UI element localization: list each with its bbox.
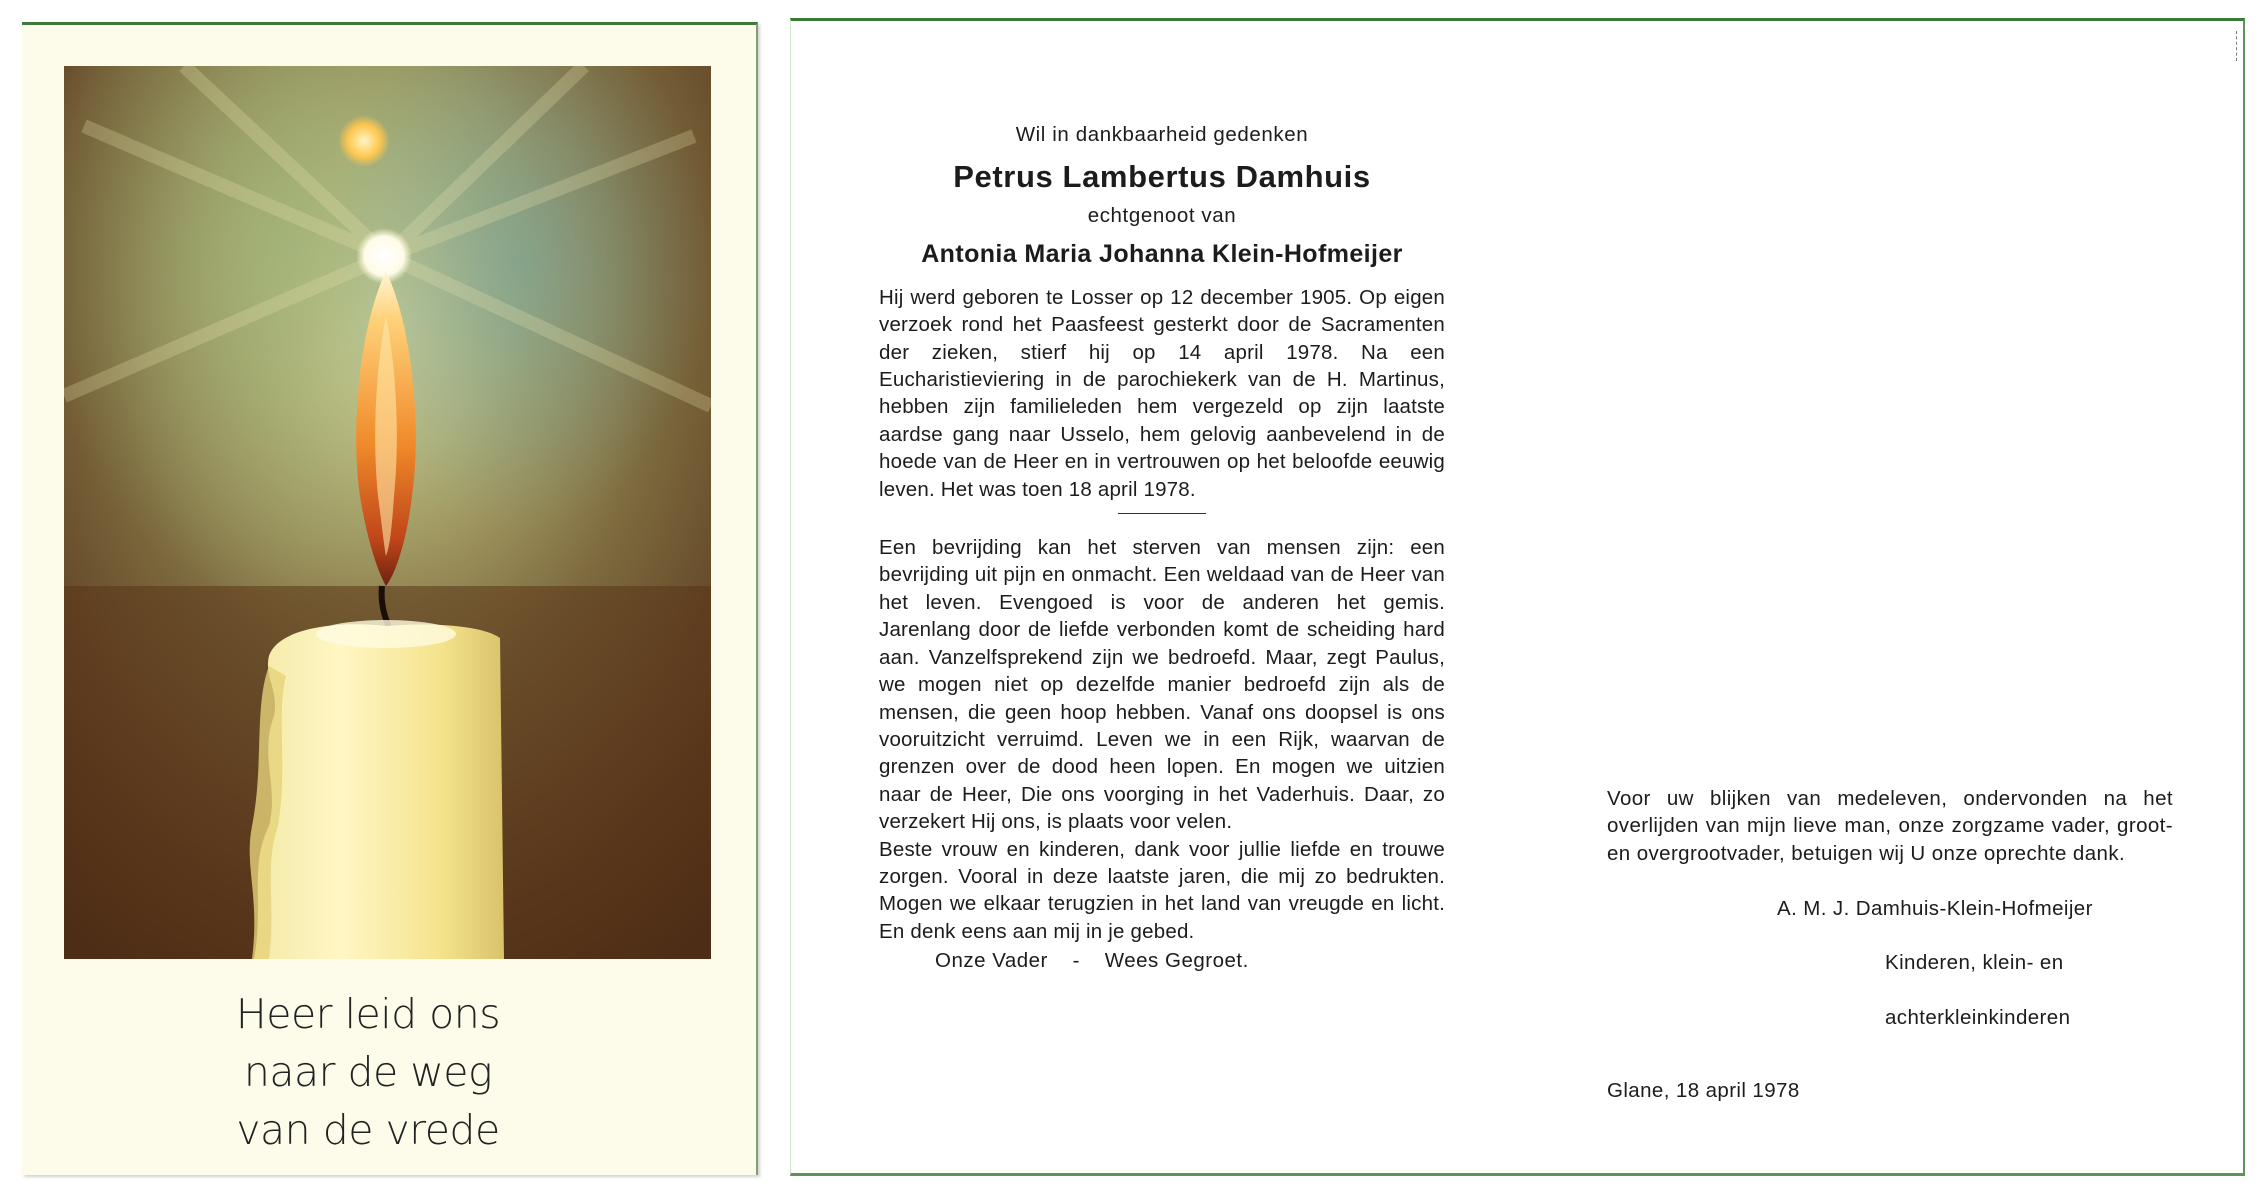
prayers: Onze Vader - Wees Gegroet. xyxy=(935,949,1249,973)
signature-line: achterkleinkinderen xyxy=(1885,1006,2071,1030)
biography: Hij werd geboren te Losser op 12 december 1905. Op eigen verzoek rond het Paasfeest gesterkt door de Sacramenten der zieken, stierf hij op 14 april 1978. Na een Eucharistieviering in de parochiekerk van de H. Martinus, hebben zijn familieleden hem vergezeld op zijn laatste aardse gang naar Usselo, hem gelovig aanbevelend in de hoede van de Heer en in vertrouwen op het beloofde eeuwig leven. Het was toen 18 april 1978. xyxy=(879,285,1445,501)
memorial-column xyxy=(879,121,1445,975)
deceased-name: Petrus Lambertus Damhuis xyxy=(953,159,1371,195)
candle-flame-icon xyxy=(64,66,711,959)
farewell: Beste vrouw en kinderen, dank voor jullie liefde en trouwe zorgen. Vooral in deze laatste jaren, die mij zo bedrukten. Mogen we elkaar terugzien in het land van vreugde en licht. En denk eens aan mij in je gebed. xyxy=(879,837,1445,943)
verse-line: Heer leid ons xyxy=(235,990,501,1038)
spouse-name: Antonia Maria Johanna Klein-Hofmeijer xyxy=(921,239,1403,268)
front-card xyxy=(22,22,758,1175)
corner-mark xyxy=(2214,31,2237,61)
signature-name: A. M. J. Damhuis-Klein-Hofmeijer xyxy=(1777,896,2093,920)
intro-line: Wil in dankbaarheid gedenken xyxy=(1015,123,1309,146)
place-date: Glane, 18 april 1978 xyxy=(1607,1079,1800,1103)
candle-photo xyxy=(64,66,711,959)
thanks-text: Voor uw blijken van medeleven, ondervonden na het overlijden van mijn lieve man, onze zorgzame vader, groot- en overgrootvader, betuigen wij U onze oprechte dank. xyxy=(1607,787,2173,865)
signature xyxy=(1607,867,2173,1059)
spouse-relation: echtgenoot van xyxy=(1087,204,1237,228)
signature-line: Kinderen, klein- en xyxy=(1885,951,2064,975)
verse-line: van de vrede xyxy=(236,1106,500,1154)
verse-line: naar de weg xyxy=(243,1048,493,1096)
inside-card xyxy=(790,18,2245,1176)
thanks-column xyxy=(1607,785,2173,1104)
separator-line xyxy=(1118,513,1206,514)
front-verse xyxy=(22,985,756,1159)
reflection: Een bevrijding kan het sterven van mensen zijn: een bevrijding uit pijn en onmacht. Een weldaad van de Heer van het leven. Evengoed is voor de anderen het gemis. Jarenlang door de liefde verbonden komt de scheiding hard aan. Vanzelfsprekend zijn we bedroefd. Maar, zegt Paulus, we mogen niet op dezelfde manier bedroefd zijn als de mensen, die geen hoop hebben. Vanaf ons doopsel is ons vooruitzicht verruimd. Leven we in een Rijk, waarvan de grenzen over de dood heen lopen. En mogen we uitzien naar de Heer, Die ons voorging in het Vaderhuis. Daar, zo verzekert Hij ons, is plaats voor velen. xyxy=(879,536,1445,834)
